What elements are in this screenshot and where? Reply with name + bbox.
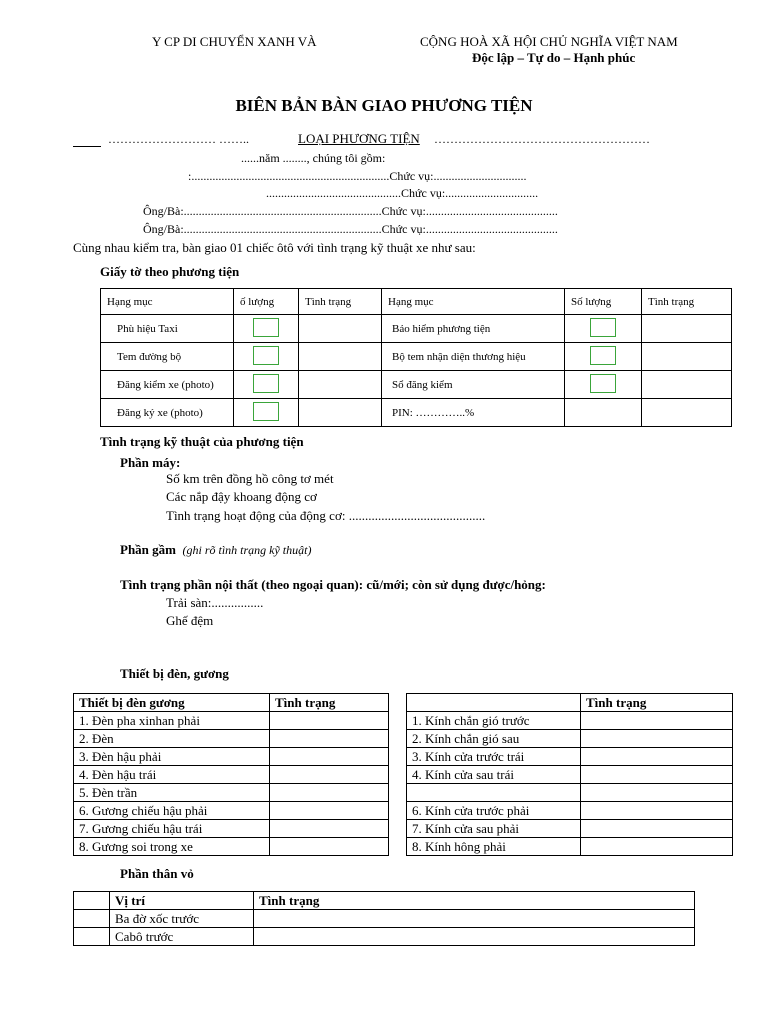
quantity-cell[interactable] (565, 399, 642, 427)
intro-dots-left: ……………………… …….. (108, 132, 249, 146)
docs-header-row (101, 289, 732, 315)
table-row (407, 748, 733, 766)
chassis-note: (ghi rõ tình trạng kỹ thuật) (182, 543, 312, 557)
quantity-cell (234, 343, 299, 371)
col-header-quantity: Số lượng (565, 289, 642, 315)
body-item: Ba đờ xốc trước (110, 910, 254, 928)
status-cell[interactable] (299, 399, 382, 427)
company-name: Y CP DI CHUYỂN XANH VÀ (152, 34, 317, 49)
status-cell[interactable] (270, 820, 389, 838)
vehicle-type-label: LOẠI PHƯƠNG TIỆN (298, 131, 420, 146)
glass-item: 4. Kính cửa sau trái (407, 766, 581, 784)
handover-statement: Cùng nhau kiểm tra, bàn giao 01 chiếc ôtô với tình trạng kỹ thuật xe như sau: (73, 240, 476, 255)
table-row (74, 784, 389, 802)
table-row (74, 802, 389, 820)
quantity-cell (565, 343, 642, 371)
table-row (74, 712, 389, 730)
col-header-item: Hạng mục (382, 289, 565, 315)
table-row (101, 343, 732, 371)
doc-item: Đăng ký xe (photo) (101, 399, 234, 427)
body-item: Cabô trước (110, 928, 254, 946)
quantity-checkbox[interactable] (590, 374, 616, 393)
quantity-checkbox[interactable] (253, 346, 279, 365)
doc-item: Đăng kiểm xe (photo) (101, 371, 234, 399)
status-cell[interactable] (270, 838, 389, 856)
status-cell[interactable] (270, 784, 389, 802)
doc-item: Sổ đăng kiểm (382, 371, 565, 399)
lights-table (73, 693, 389, 856)
quantity-checkbox[interactable] (253, 402, 279, 421)
chassis-heading: Phần gầm (120, 542, 176, 557)
engine-item: Các nắp đậy khoang động cơ (166, 489, 317, 504)
table-row (74, 910, 695, 928)
motto: Độc lập – Tự do – Hạnh phúc (472, 50, 636, 65)
interior-item: Ghế đệm (166, 613, 214, 628)
table-row (74, 730, 389, 748)
docs-table (100, 288, 732, 427)
table-row (407, 730, 733, 748)
light-item: 3. Đèn hậu phải (74, 748, 270, 766)
light-item: 1. Đèn pha xinhan phải (74, 712, 270, 730)
engine-heading: Phần máy: (120, 455, 181, 470)
glass-item: 2. Kính chắn gió sau (407, 730, 581, 748)
interior-heading: Tình trạng phần nội thất (theo ngoại quan): cũ/mới; còn sử dụng được/hỏng: (120, 577, 546, 592)
intro-dots-right: ……………………………………………… (434, 132, 650, 146)
row-blank (74, 928, 110, 946)
status-cell[interactable] (642, 399, 732, 427)
status-cell[interactable] (270, 712, 389, 730)
status-cell[interactable] (254, 928, 695, 946)
tech-heading: Tình trạng kỹ thuật của phương tiện (100, 434, 304, 449)
light-item: 4. Đèn hậu trái (74, 766, 270, 784)
status-cell[interactable] (642, 371, 732, 399)
quantity-cell (565, 371, 642, 399)
light-item: 6. Gương chiếu hậu phải (74, 802, 270, 820)
glass-item (407, 784, 581, 802)
col-header-quantity: ố lượng (234, 289, 299, 315)
doc-item: PIN: …………..% (382, 399, 565, 427)
table-row (407, 802, 733, 820)
col-header-status: Tình trạng (642, 289, 732, 315)
glass-item: 7. Kính cửa sau phải (407, 820, 581, 838)
status-cell[interactable] (270, 730, 389, 748)
col-header-blank (74, 892, 110, 910)
doc-item: Bộ tem nhận diện thương hiệu (382, 343, 565, 371)
status-cell[interactable] (581, 712, 733, 730)
status-cell[interactable] (299, 315, 382, 343)
document-title: BIÊN BẢN BÀN GIAO PHƯƠNG TIỆN (235, 96, 533, 115)
quantity-checkbox[interactable] (253, 318, 279, 337)
quantity-checkbox[interactable] (590, 318, 616, 337)
status-cell[interactable] (254, 910, 695, 928)
participant-row-2: .............................................Chức vụ:............................... (266, 186, 539, 200)
table-row (74, 838, 389, 856)
status-cell[interactable] (299, 343, 382, 371)
col-header-item: Hạng mục (101, 289, 234, 315)
table-row (101, 399, 732, 427)
doc-item: Tem đường bộ (101, 343, 234, 371)
status-cell[interactable] (270, 748, 389, 766)
country-name: CỘNG HOÀ XÃ HỘI CHỦ NGHĨA VIỆT NAM (420, 34, 678, 49)
status-cell[interactable] (299, 371, 382, 399)
light-item: 5. Đèn trần (74, 784, 270, 802)
table-header-row (74, 694, 389, 712)
status-cell[interactable] (270, 766, 389, 784)
table-row (407, 766, 733, 784)
intro-date-line: ......năm ........, chúng tôi gồm: (241, 151, 386, 165)
table-row (101, 315, 732, 343)
status-cell[interactable] (642, 343, 732, 371)
quantity-cell (234, 371, 299, 399)
light-item: 7. Gương chiếu hậu trái (74, 820, 270, 838)
table-row (101, 371, 732, 399)
col-header-status: Tình trạng (299, 289, 382, 315)
docs-heading: Giấy tờ theo phương tiện (100, 264, 240, 279)
status-cell[interactable] (581, 748, 733, 766)
chassis-line (120, 542, 311, 558)
col-header-position: Vị trí (110, 892, 254, 910)
status-cell[interactable] (642, 315, 732, 343)
status-cell[interactable] (581, 838, 733, 856)
doc-item: Phù hiệu Taxi (101, 315, 234, 343)
col-header-device: Thiết bị đèn gương (74, 694, 270, 712)
quantity-cell (565, 315, 642, 343)
engine-item: Tình trạng hoạt động của động cơ: .......................................... (166, 508, 486, 523)
table-row (407, 712, 733, 730)
col-header-status: Tình trạng (270, 694, 389, 712)
col-header-status: Tình trạng (254, 892, 695, 910)
glass-item: 6. Kính cửa trước phải (407, 802, 581, 820)
status-cell[interactable] (581, 730, 733, 748)
quantity-checkbox[interactable] (253, 374, 279, 393)
participant-row-1: :..................................................................Chức vụ:............................... (188, 169, 527, 183)
lights-heading: Thiết bị đèn, gương (120, 666, 229, 681)
table-row (74, 766, 389, 784)
body-heading: Phần thân vỏ (120, 866, 194, 881)
interior-item: Trải sàn:................ (166, 595, 264, 610)
glass-item: 3. Kính cửa trước trái (407, 748, 581, 766)
col-header-glass (407, 694, 581, 712)
status-cell[interactable] (581, 766, 733, 784)
table-header-row (407, 694, 733, 712)
table-row (407, 838, 733, 856)
table-row (74, 748, 389, 766)
row-blank (74, 910, 110, 928)
table-row (407, 820, 733, 838)
table-row (74, 928, 695, 946)
table-header-row (74, 892, 695, 910)
glass-table (406, 693, 733, 856)
body-table (73, 891, 695, 946)
glass-item: 1. Kính chắn gió trước (407, 712, 581, 730)
quantity-cell (234, 315, 299, 343)
underline-blank (73, 146, 101, 147)
engine-item: Số km trên đồng hồ công tơ mét (166, 471, 334, 486)
status-cell[interactable] (581, 802, 733, 820)
participant-row-3: Ông/Bà:..................................................................Chức vụ:............................................ (143, 204, 558, 218)
col-header-status: Tình trạng (581, 694, 733, 712)
light-item: 8. Gương soi trong xe (74, 838, 270, 856)
doc-item: Bảo hiểm phương tiện (382, 315, 565, 343)
quantity-checkbox[interactable] (590, 346, 616, 365)
status-cell[interactable] (581, 820, 733, 838)
light-item: 2. Đèn (74, 730, 270, 748)
participant-row-4: Ông/Bà:..................................................................Chức vụ:............................................ (143, 222, 558, 236)
status-cell[interactable] (270, 802, 389, 820)
quantity-cell (234, 399, 299, 427)
table-row (74, 820, 389, 838)
table-row (407, 784, 733, 802)
status-cell[interactable] (581, 784, 733, 802)
glass-item: 8. Kính hông phải (407, 838, 581, 856)
